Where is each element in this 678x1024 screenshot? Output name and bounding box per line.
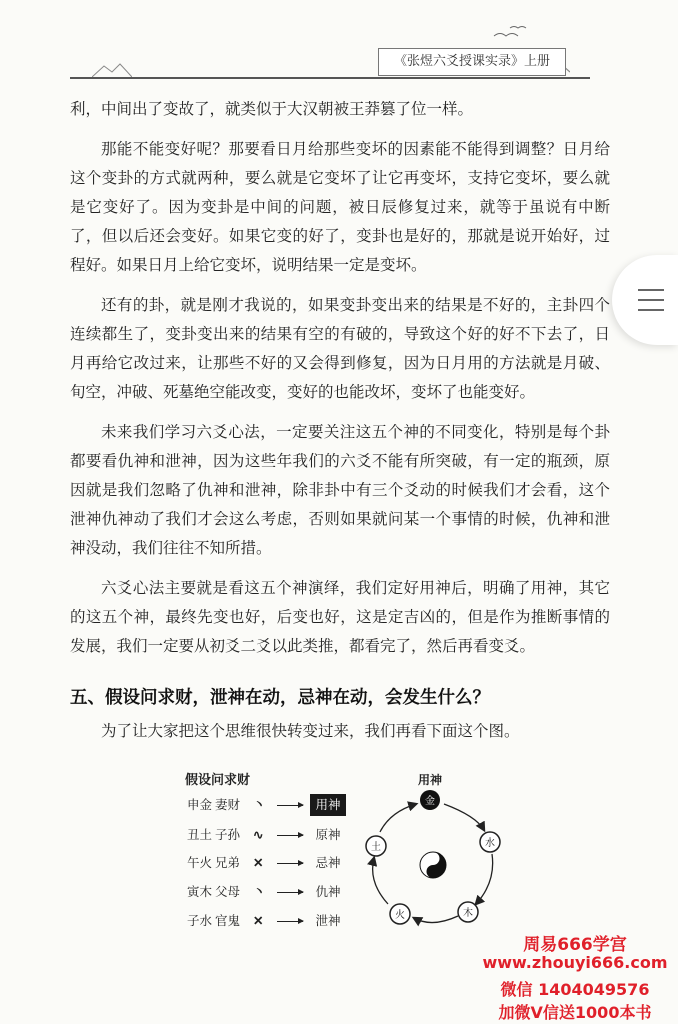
row-element: 寅木 — [187, 884, 213, 899]
menu-icon-line — [638, 299, 664, 301]
page-header — [0, 0, 678, 90]
row-element: 子水 — [187, 913, 213, 928]
figure-title: 假设问求财 — [185, 773, 251, 788]
arrow-icon — [277, 835, 303, 836]
row-relation: 子孙 — [215, 827, 241, 842]
row-element: 丑土 — [187, 827, 213, 842]
hill-decoration-icon — [92, 60, 132, 78]
node-label: 木 — [463, 908, 473, 919]
watermark-promo: 加微V信送1000本书 — [498, 1003, 652, 1022]
header-rule — [70, 77, 590, 79]
section-intro: 为了让大家把这个思维很快转变过来，我们再看下面这个图。 — [101, 722, 520, 740]
row-mark: ✕ — [253, 855, 264, 870]
section-title: 五、假设问求财，泄神在动，忌神在动，会发生什么？ — [70, 688, 490, 708]
arrow-icon — [277, 863, 303, 864]
row-mark: ✕ — [253, 913, 264, 928]
paragraph: 利，中间出了变故了，就类似于大汉朝被王莽篡了位一样。 — [70, 100, 474, 118]
cycle-arrow — [380, 804, 416, 832]
row-god: 忌神 — [315, 855, 341, 870]
node-label: 水 — [485, 838, 495, 849]
paragraph: 还有的卦，就是刚才我说的，如果变卦变出来的结果是不好的，主卦四个连续都生了，变卦变出来的结果有空的有破的，导致这个好的好不下去了，日月再给它改过来，让那些不好的又会得到修复，因为日月用的方法就是月破、旬空，冲破、死墓绝空能改变，变好的也能改坏，变坏了也能变好。 — [70, 296, 610, 401]
row-element: 申金 — [187, 797, 213, 812]
cycle-label: 用神 — [417, 773, 443, 787]
watermark-line: 周易666学宫 — [523, 935, 627, 955]
row-mark: ∿ — [253, 827, 264, 842]
menu-icon-line — [638, 289, 664, 291]
menu-icon-line — [638, 309, 664, 311]
arrow-icon — [277, 892, 303, 893]
cycle-arrow — [373, 858, 388, 904]
book-title: 《张煜六爻授课实录》上册 — [378, 48, 566, 76]
watermark-wechat: 微信 1404049576 — [500, 980, 650, 999]
row-god: 泄神 — [315, 913, 341, 928]
node-label: 金 — [425, 796, 435, 807]
node-label: 火 — [395, 910, 405, 921]
row-relation: 兄弟 — [215, 855, 241, 870]
paragraph: 未来我们学习六爻心法，一定要关注这五个神的不同变化，特别是每个卦都要看仇神和泄神，因为这些年我们的六爻不能有所突破，有一定的瓶颈，原因就是我们忽略了仇神和泄神，除非卦中有三个爻动的时候我们才会看，这个泄神仇神动了我们才会这么考虑，否则如果就问某一个事情的时候，仇神和泄神没动，我们往往不知所措。 — [70, 423, 610, 557]
row-mark: 丶 — [253, 884, 266, 899]
row-relation: 妻财 — [215, 797, 241, 812]
row-god: 用神 — [311, 795, 345, 815]
row-element: 午火 — [187, 855, 213, 870]
watermark-url: www.zhouyi666.com — [482, 953, 668, 972]
side-menu-button[interactable] — [612, 255, 678, 345]
cycle-arrow — [444, 804, 484, 830]
row-god: 原神 — [315, 827, 341, 842]
cycle-arrow — [414, 916, 458, 923]
body-text — [70, 95, 610, 672]
arrow-icon — [277, 805, 303, 806]
five-element-cycle — [358, 770, 508, 940]
paragraph: 那能不能变好呢？那要看日月给那些变坏的因素能不能得到调整？日月给这个变卦的方式就两种，要么就是它变坏了让它再变坏，支持它变坏，要么就是它变好了。因为变卦是中间的问题，被日辰修复过来，就等于虽说有中断了，但以后还会变好。如果它变的好了，变卦也是好的，那就是说开始好，过程好。如果日月上给它变坏，说明结果一定是变坏。 — [70, 140, 610, 274]
yin-yang-icon — [420, 852, 446, 878]
row-mark: 丶 — [253, 797, 266, 812]
row-god: 仇神 — [315, 884, 341, 899]
cycle-arrow — [476, 854, 493, 904]
row-relation: 父母 — [215, 884, 241, 899]
paragraph: 六爻心法主要就是看这五个神演绎，我们定好用神后，明确了用神，其它的这五个神，最终先变也好，后变也好，这是定吉凶的，但是作为推断事情的发展，我们一定要从初爻二爻以此类推，都看完了，然后再看变爻。 — [70, 579, 610, 655]
row-relation: 官鬼 — [215, 913, 241, 928]
node-label: 土 — [371, 842, 381, 853]
arrow-icon — [277, 921, 303, 922]
